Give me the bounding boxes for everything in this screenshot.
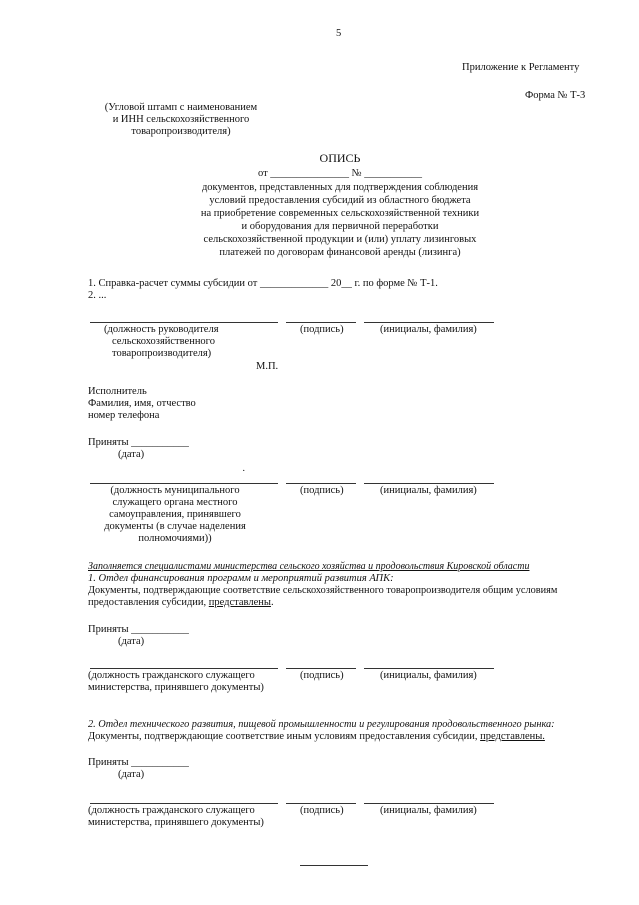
seal-label: М.П. bbox=[256, 361, 279, 372]
title-line-1: документов, представленных для подтверждения соблюдения bbox=[201, 182, 479, 193]
signature-line bbox=[364, 322, 494, 323]
stamp-line-1: (Угловой штамп с наименованием bbox=[104, 102, 258, 113]
form-number: Форма № Т-3 bbox=[525, 90, 586, 101]
stamp-line-2: и ИНН сельскохозяйственного bbox=[112, 114, 250, 125]
position-label: (должность руководителя bbox=[104, 324, 219, 335]
list-item: 1. Справка-расчет суммы субсидии от _____________ 20__ г. по форме № Т-1. bbox=[88, 278, 438, 289]
accepted-label: Приняты ___________ bbox=[88, 437, 189, 448]
date-label: (дата) bbox=[118, 636, 145, 647]
position-label: (должность муниципального bbox=[110, 485, 240, 496]
dept1-text-2: предоставления субсидии, bbox=[88, 597, 207, 608]
signature-label: (подпись) bbox=[300, 324, 344, 335]
accepted-label: Приняты ___________ bbox=[88, 757, 189, 768]
dept1-text-line-1: Документы, подтверждающие соответствие сельскохозяйственного товаропроизводителя общим условиям bbox=[88, 585, 558, 596]
dot-mark: · bbox=[242, 466, 246, 477]
executor-name-label: Фамилия, имя, отчество bbox=[88, 398, 196, 409]
name-label: (инициалы, фамилия) bbox=[380, 670, 477, 681]
signature-line bbox=[90, 322, 278, 323]
date-label: (дата) bbox=[118, 449, 145, 460]
dept1-text-line-2: предоставления субсидии, представлены. bbox=[88, 597, 274, 608]
accepted-label: Приняты ___________ bbox=[88, 624, 189, 635]
signature-line bbox=[286, 803, 356, 804]
position-label: сельскохозяйственного bbox=[112, 336, 215, 347]
executor-label: Исполнитель bbox=[88, 386, 147, 397]
position-label: (должность гражданского служащего bbox=[88, 670, 255, 681]
position-label: министерства, принявшего документы) bbox=[88, 817, 264, 828]
signature-line bbox=[286, 483, 356, 484]
signature-line bbox=[90, 668, 278, 669]
position-label: документы (в случае наделения bbox=[104, 521, 246, 532]
dept2-text-line bbox=[88, 731, 545, 743]
dept1-heading: 1. Отдел финансирования программ и мероприятий развития АПК: bbox=[88, 573, 394, 584]
stamp-line-3: товаропроизводителя) bbox=[131, 126, 231, 137]
title-line-5: сельскохозяйственной продукции и (или) уплату лизинговых bbox=[203, 234, 477, 245]
executor-phone-label: номер телефона bbox=[88, 410, 160, 421]
signature-label: (подпись) bbox=[300, 805, 344, 816]
footer-divider bbox=[300, 865, 368, 866]
signature-line bbox=[90, 483, 278, 484]
date-label: (дата) bbox=[118, 769, 145, 780]
title-line-3: на приобретение современных сельскохозяйственной техники bbox=[200, 208, 480, 219]
position-label: товаропроизводителя) bbox=[112, 348, 212, 359]
name-label: (инициалы, фамилия) bbox=[380, 805, 477, 816]
signature-line bbox=[286, 322, 356, 323]
signature-label: (подпись) bbox=[300, 485, 344, 496]
page-number: 5 bbox=[336, 28, 342, 39]
appendix-label: Приложение к Регламенту bbox=[462, 62, 580, 73]
position-label: (должность гражданского служащего bbox=[88, 805, 255, 816]
signature-line bbox=[90, 803, 278, 804]
dept1-status: представлены bbox=[208, 597, 271, 608]
position-label: самоуправления, принявшего bbox=[109, 509, 241, 520]
position-label: полномочиями)) bbox=[138, 533, 212, 544]
title-date-line: от _______________ № ___________ bbox=[257, 168, 423, 179]
position-label: министерства, принявшего документы) bbox=[88, 682, 264, 693]
dept2-text: Документы, подтверждающие соответствие иным условиям предоставления субсидии, bbox=[88, 731, 478, 742]
page-title: ОПИСЬ bbox=[319, 151, 361, 165]
signature-line bbox=[286, 668, 356, 669]
title-line-6: платежей по договорам финансовой аренды (лизинга) bbox=[219, 247, 461, 258]
name-label: (инициалы, фамилия) bbox=[380, 485, 477, 496]
position-label: служащего органа местного bbox=[112, 497, 238, 508]
name-label: (инициалы, фамилия) bbox=[380, 324, 477, 335]
signature-line bbox=[364, 668, 494, 669]
ministry-heading: Заполняется специалистами министерства сельского хозяйства и продовольствия Кировской области bbox=[88, 561, 530, 572]
dept2-status: представлены. bbox=[480, 731, 545, 742]
list-item: 2. ... bbox=[88, 290, 107, 301]
title-line-2: условий предоставления субсидий из областного бюджета bbox=[209, 195, 471, 206]
title-line-4: и оборудования для первичной переработки bbox=[241, 221, 439, 232]
dept2-heading: 2. Отдел технического развития, пищевой промышленности и регулирования продовольственного рынка: bbox=[88, 719, 555, 730]
signature-label: (подпись) bbox=[300, 670, 344, 681]
signature-line bbox=[364, 483, 494, 484]
signature-line bbox=[364, 803, 494, 804]
